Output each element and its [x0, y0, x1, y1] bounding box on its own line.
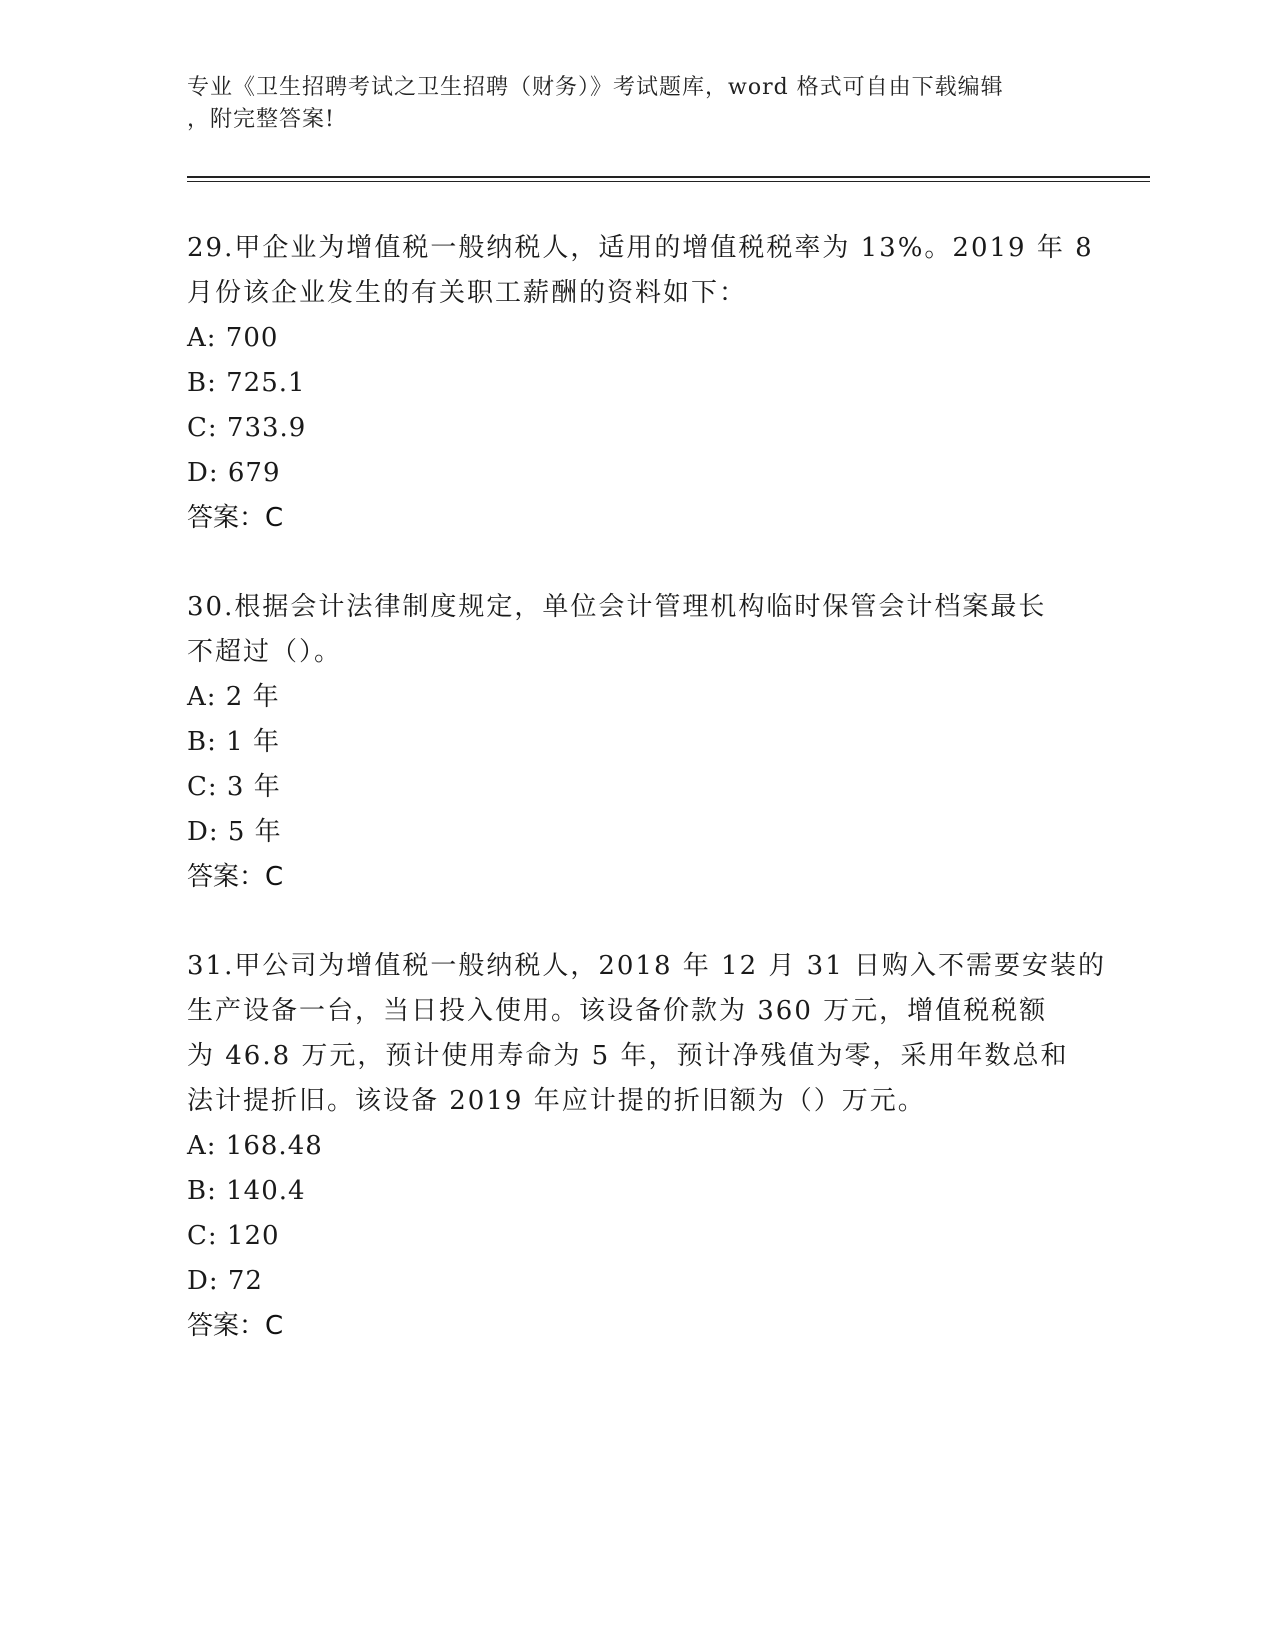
option-d: D: 72: [187, 1266, 263, 1296]
option-d: D: 5 年: [187, 817, 282, 847]
option-b: B: 140.4: [187, 1176, 306, 1206]
answer-label: 答案：C: [187, 862, 284, 892]
question-stem-line: 不超过（）。: [187, 637, 343, 667]
option-b: B: 1 年: [187, 727, 280, 757]
option-a: A: 700: [187, 323, 279, 353]
header-line-1: 专业《卫生招聘考试之卫生招聘（财务）》考试题库，word 格式可自由下载编辑: [187, 75, 1004, 100]
option-a: A: 2 年: [187, 682, 280, 712]
answer-label: 答案：C: [187, 1311, 284, 1341]
question-stem-line: 30.根据会计法律制度规定，单位会计管理机构临时保管会计档案最长: [187, 592, 1047, 622]
option-c: C: 3 年: [187, 772, 281, 802]
question-stem-line: 31.甲公司为增值税一般纳税人，2018 年 12 月 31 日购入不需要安装的: [187, 951, 1107, 981]
option-c: C: 733.9: [187, 413, 307, 443]
question-29: [187, 226, 1094, 541]
option-d: D: 679: [187, 458, 281, 488]
question-30: [187, 585, 1087, 900]
answer-label: 答案：C: [187, 503, 284, 533]
question-stem-line: 法计提折旧。该设备 2019 年应计提的折旧额为（）万元。: [187, 1086, 926, 1116]
option-a: A: 168.48: [187, 1131, 323, 1161]
question-stem-line: 月份该企业发生的有关职工薪酬的资料如下：: [187, 278, 748, 308]
header-divider: [187, 176, 1150, 182]
question-stem-line: 为 46.8 万元，预计使用寿命为 5 年，预计净残值为零，采用年数总和: [187, 1041, 1069, 1071]
document-header: [187, 72, 1067, 136]
header-line-2: ，附完整答案!: [187, 107, 335, 132]
question-stem-line: 生产设备一台，当日投入使用。该设备价款为 360 万元，增值税税额: [187, 996, 1048, 1026]
option-c: C: 120: [187, 1221, 280, 1251]
question-31: [187, 944, 1107, 1349]
option-b: B: 725.1: [187, 368, 306, 398]
question-stem-line: 29.甲企业为增值税一般纳税人，适用的增值税税率为 13%。2019 年 8: [187, 233, 1094, 263]
